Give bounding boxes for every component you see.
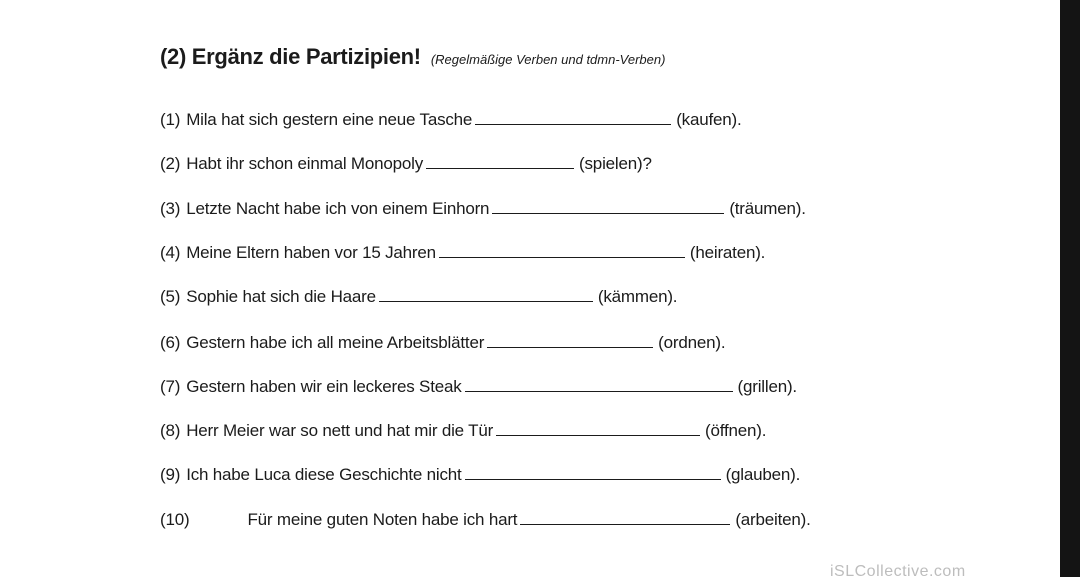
answer-blank[interactable] bbox=[492, 199, 724, 214]
item-sentence: Mila hat sich gestern eine neue Tasche bbox=[186, 110, 473, 129]
item-sentence: Gestern haben wir ein leckeres Steak bbox=[186, 377, 462, 396]
item-number: (3) bbox=[160, 199, 181, 218]
item-number: (4) bbox=[160, 243, 181, 262]
screen-edge-border bbox=[1060, 0, 1080, 577]
exercise-item-6 bbox=[160, 333, 725, 359]
exercise-item-8 bbox=[160, 421, 766, 447]
item-sentence: Gestern habe ich all meine Arbeitsblätter bbox=[186, 333, 485, 352]
exercise-item-2 bbox=[160, 154, 652, 180]
item-sentence: Sophie hat sich die Haare bbox=[186, 287, 376, 306]
item-verb: (öffnen). bbox=[705, 421, 767, 440]
item-number: (6) bbox=[160, 333, 181, 352]
item-verb: (kämmen). bbox=[597, 287, 678, 306]
item-verb: (träumen). bbox=[729, 199, 806, 218]
item-sentence: Ich habe Luca diese Geschichte nicht bbox=[186, 465, 462, 484]
item-sentence: Meine Eltern haben vor 15 Jahren bbox=[186, 243, 436, 262]
answer-blank[interactable] bbox=[439, 243, 685, 258]
answer-blank[interactable] bbox=[465, 465, 721, 480]
worksheet-title: (2) Ergänz die Partizipien! bbox=[160, 44, 421, 69]
item-sentence: Habt ihr schon einmal Monopoly bbox=[186, 154, 424, 173]
item-number: (10) bbox=[160, 510, 190, 529]
item-verb: (glauben). bbox=[725, 465, 801, 484]
item-number: (2) bbox=[160, 154, 181, 173]
item-verb: (spielen)? bbox=[579, 154, 652, 173]
exercise-item-5 bbox=[160, 287, 677, 313]
answer-blank[interactable] bbox=[465, 377, 733, 392]
item-verb: (kaufen). bbox=[676, 110, 742, 129]
answer-blank[interactable] bbox=[496, 421, 700, 436]
exercise-item-7 bbox=[160, 377, 797, 403]
exercise-item-9 bbox=[160, 465, 800, 491]
exercise-item-1 bbox=[160, 110, 741, 136]
answer-blank[interactable] bbox=[487, 333, 653, 348]
item-verb: (ordnen). bbox=[658, 333, 726, 352]
item-sentence: Herr Meier war so nett und hat mir die Tür bbox=[186, 421, 494, 440]
item-number: (8) bbox=[160, 421, 181, 440]
item-sentence: Für meine guten Noten habe ich hart bbox=[247, 510, 518, 529]
watermark: iSLCollective.com bbox=[830, 563, 966, 577]
item-number: (5) bbox=[160, 287, 181, 306]
answer-blank[interactable] bbox=[520, 510, 730, 525]
item-sentence: Letzte Nacht habe ich von einem Einhorn bbox=[186, 199, 490, 218]
item-number: (7) bbox=[160, 377, 181, 396]
item-number: (1) bbox=[160, 110, 181, 129]
exercise-item-4 bbox=[160, 243, 765, 269]
exercise-item-3 bbox=[160, 199, 806, 225]
item-verb: (heiraten). bbox=[689, 243, 766, 262]
item-verb: (arbeiten). bbox=[735, 510, 811, 529]
item-verb: (grillen). bbox=[737, 377, 797, 396]
worksheet-heading bbox=[160, 44, 665, 70]
answer-blank[interactable] bbox=[426, 154, 574, 169]
worksheet-subtitle: (Regelmäßige Verben und tdmn-Verben) bbox=[430, 52, 666, 67]
exercise-item-10 bbox=[160, 510, 811, 536]
answer-blank[interactable] bbox=[475, 110, 671, 125]
item-number: (9) bbox=[160, 465, 181, 484]
answer-blank[interactable] bbox=[379, 287, 593, 302]
